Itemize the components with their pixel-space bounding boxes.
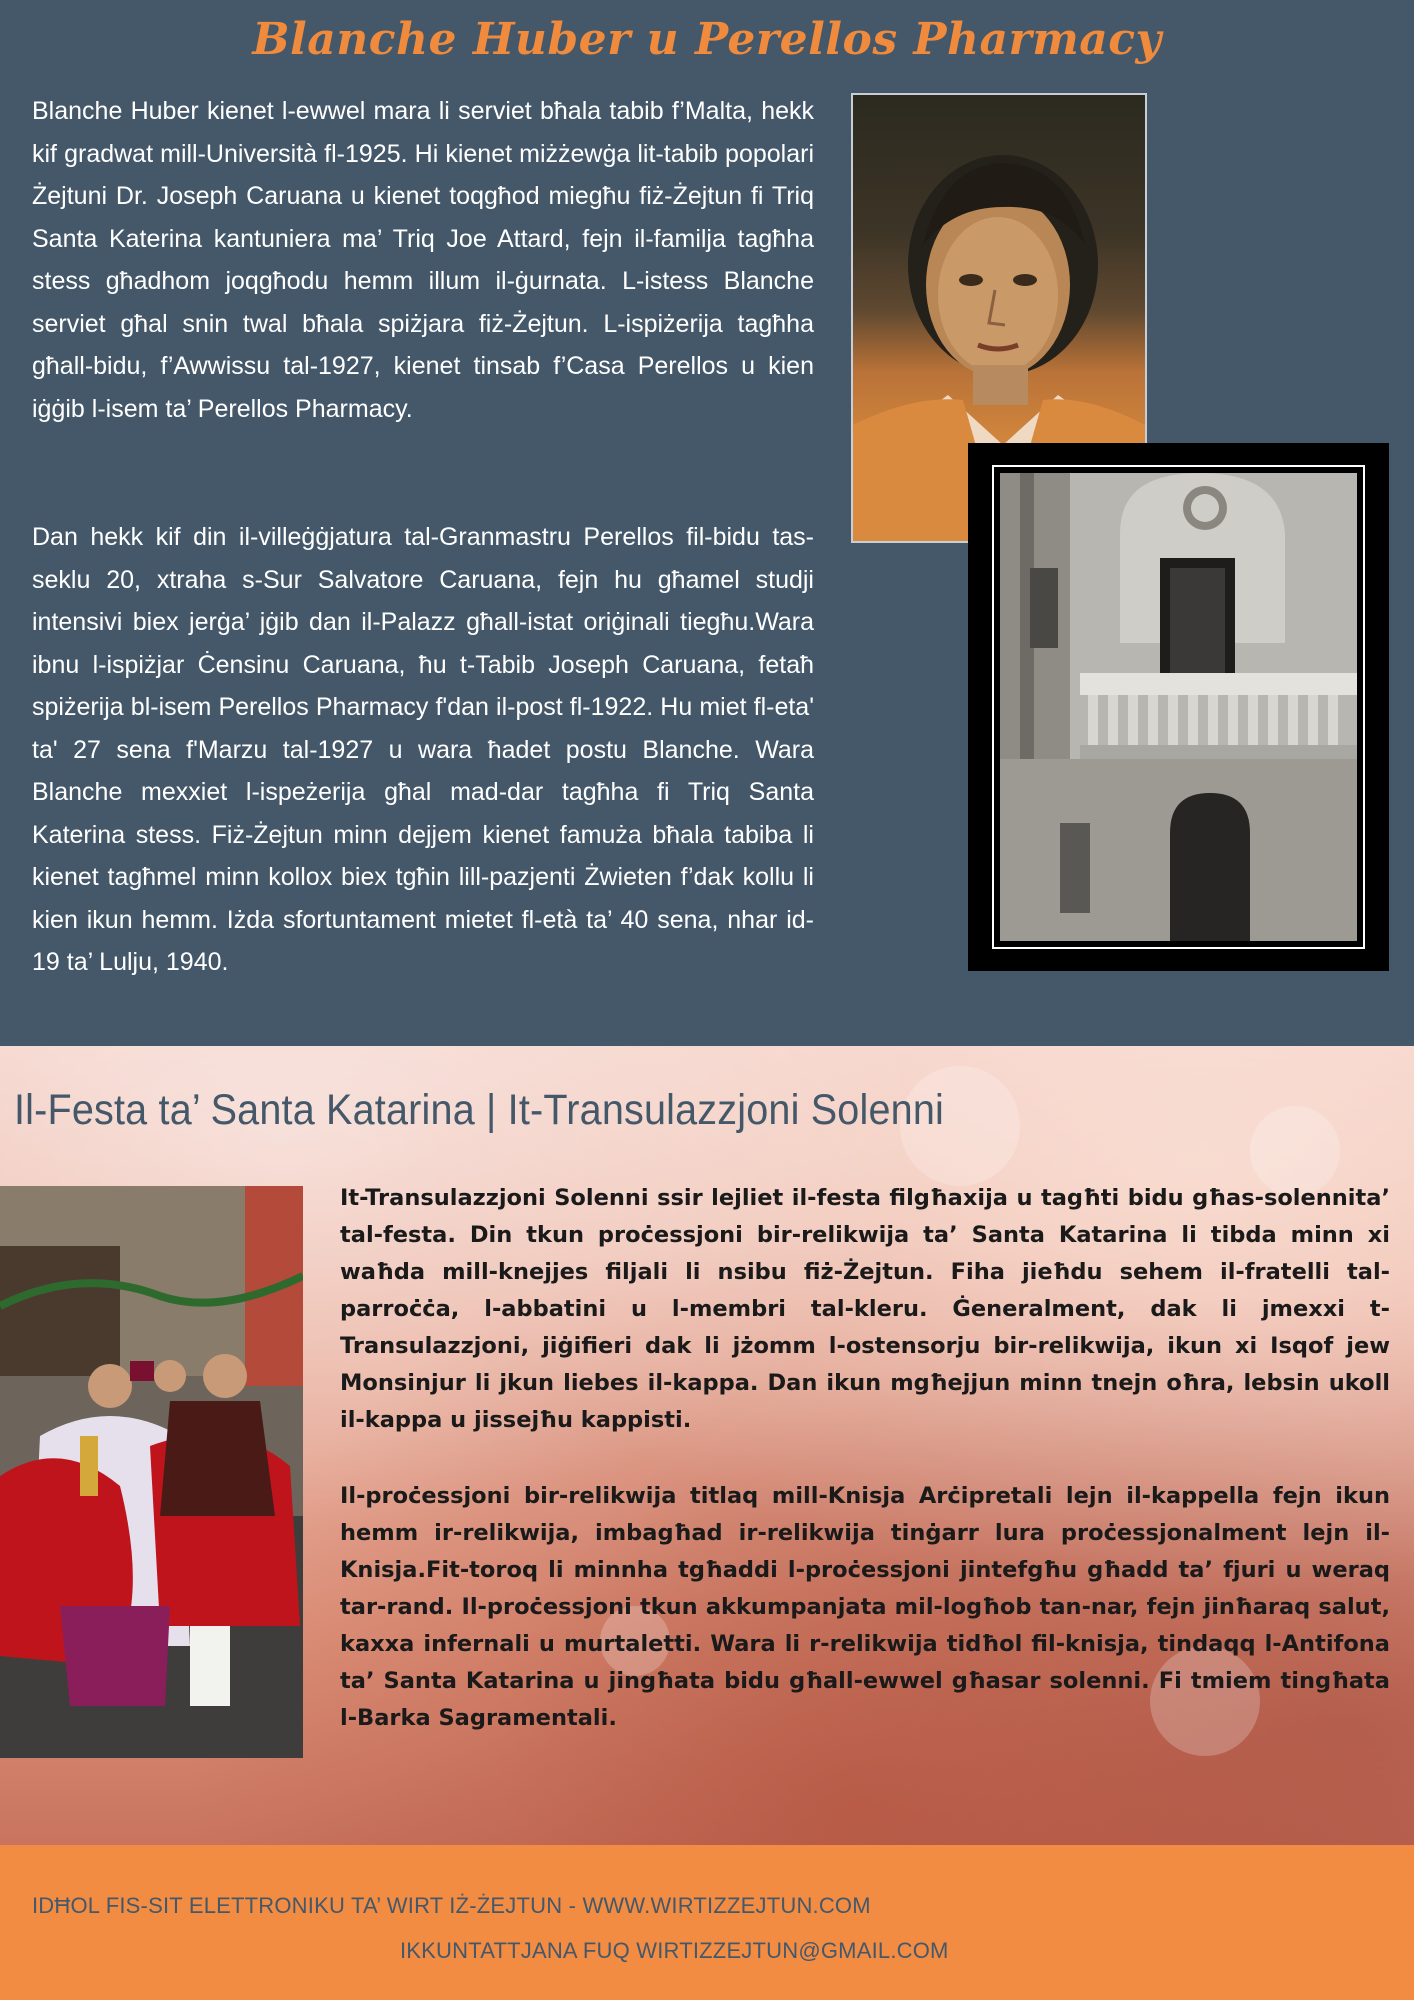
casa-perellos-photo	[992, 465, 1365, 949]
footer	[0, 1845, 1414, 2000]
casa-perellos-photo-frame	[968, 443, 1389, 971]
festa-paragraph-2: Il-proċessjoni bir-relikwija titlaq mill-Knisja Arċipretali lejn il-kappella fejn ikun hemm ir-relikwija, imbagħad ir-relikwija tinġarr lura proċessjonalment lejn il-Knisja.Fit-toroq li minnha tgħaddi l-proċessjoni jintefgħu għadd ta’ fjuri u weraq tar-rand. Il-proċessjoni tkun akkumpanjata mil-logħob tan-nar, fejn jinħaraq salut, kaxxa infernali u murtaletti. Wara li r-relikwija tidħol fil-knisja, tindaqq l-Antifona ta’ Santa Katarina u jingħata bidu għall-ewwel għasar solenni. Fi tmiem tingħata l-Barka Sagramentali.	[340, 1483, 1390, 1731]
festa-section	[0, 1046, 1414, 1845]
festa-paragraph-1: It-Transulazzjoni Solenni ssir lejliet il-festa filgħaxija u tagħti bidu għas-solennita’ tal-festa. Din tkun proċessjoni bir-relikwija ta’ Santa Katarina li tibda minn xi waħda mill-knejjes filjali li nsibu fiż-Żejtun. Fiha jieħdu sehem il-fratelli tal-parroċċa, l-abbatini u l-membri tal-kleru. Ġeneralment, dak li jmexxi t-Transulazzjoni, jiġifieri dak li jżomm l-ostensorju bir-relikwija, ikun xi Isqof jew Monsinjur li jkun liebes il-kappa. Dan ikun mgħejjun minn tnejn oħra, lebsin ukoll il-kappa u jissejħu kappisti.	[340, 1185, 1390, 1433]
festa-title: Il-Festa ta’ Santa Katarina | It-Transulazzjoni Solenni	[14, 1086, 944, 1134]
website-link[interactable]: IDĦOL FIS-SIT ELETTRONIKU TA’ WIRT IŻ-ŻEJTUN - WWW.WIRTIZZEJTUN.COM	[32, 1893, 871, 1918]
biography-paragraph-2: Dan hekk kif din il-villeġġjatura tal-Granmastru Perellos fil-bidu tas-seklu 20, xtraha s-Sur Salvatore Caruana, fejn hu għamel studji intensivi biex jerġa’ jġib dan il-Palazz għall-istat oriġinali tiegħu.Wara ibnu l-ispiżjar Ċensinu Caruana, ħu t-Tabib Joseph Caruana, fetaħ spiżerija bl-isem Perellos Pharmacy f'dan il-post fl-1922. Hu miet fl-eta' ta' 27 sena f'Marzu tal-1927 u wara ħadet postu Blanche. Wara Blanche mexxiet l-ispeżerija għal mad-dar tagħha fi Triq Santa Katerina stess. Fiż-Żejtun minn dejjem kienet famuża bħala tabiba li kienet tagħmel minn kollox biex tgħin lill-pazjenti Żwieten f’dak kollu li kien ikun hemm. Iżda sfortuntament mietet fl-età ta’ 40 sena, nhar id-19 ta’ Lulju, 1940.	[32, 523, 814, 976]
procession-photo	[0, 1186, 303, 1758]
page-title: Blanche Huber u Perellos Pharmacy	[252, 14, 1162, 65]
contact-email-link[interactable]: IKKUNTATTJANA FUQ WIRTIZZEJTUN@GMAIL.COM	[400, 1938, 949, 1963]
biography-paragraph-1: Blanche Huber kienet l-ewwel mara li serviet bħala tabib f’Malta, hekk kif gradwat mill-Università fl-1925. Hi kienet miżżewġa lit-tabib popolari Żejtuni Dr. Joseph Caruana u kienet toqgħod miegħu fiż-Żejtun fi Triq Santa Katerina kantuniera ma’ Triq Joe Attard, fejn il-familja tagħha stess għadhom joqgħodu hemm illum il-ġurnata. L-istess Blanche serviet għal snin twal bħala spiżjara fiż-Żejtun. L-ispiżerija tagħha għall-bidu, f’Awwissu tal-1927, kienet tinsab f’Casa Perellos u kien iġġib l-isem ta’ Perellos Pharmacy.	[32, 97, 814, 423]
